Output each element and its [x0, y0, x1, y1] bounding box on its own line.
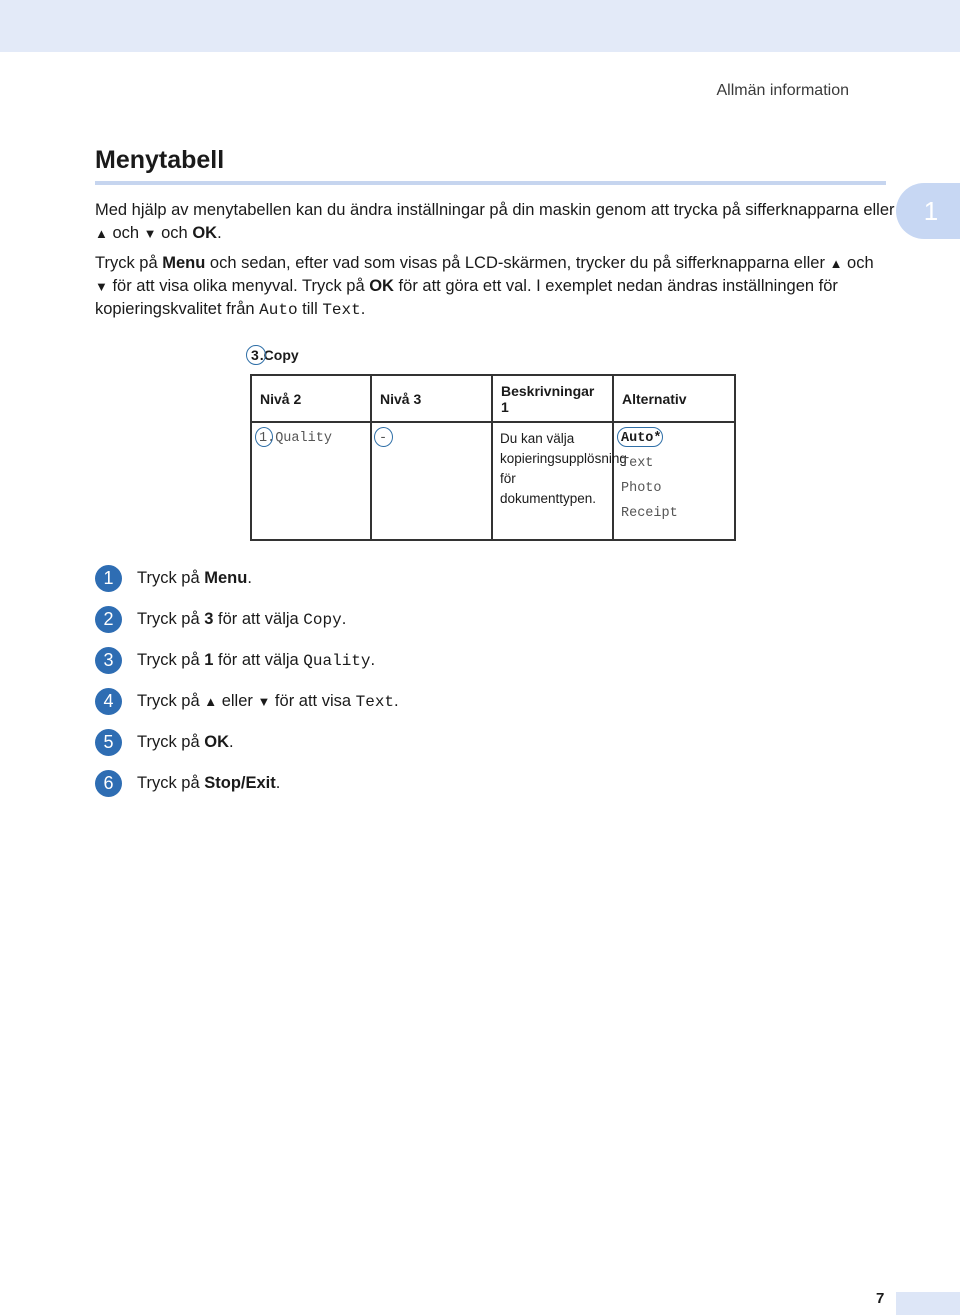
- step-6: [95, 763, 399, 804]
- down-arrow-icon: ▼: [257, 694, 271, 709]
- option-receipt: Receipt: [621, 506, 678, 521]
- option-photo: Photo: [621, 481, 662, 496]
- auto-setting-text: Auto: [259, 301, 298, 319]
- up-arrow-icon: ▲: [204, 694, 218, 709]
- text-setting-text: Text: [322, 301, 361, 319]
- cell-level-3: -: [371, 422, 492, 540]
- up-arrow-icon: ▲: [829, 256, 843, 271]
- step-text: Tryck på 3 för att välja Copy.: [137, 610, 347, 629]
- title-underline: [95, 181, 886, 185]
- menu-label: 3.Copy: [251, 347, 299, 363]
- header-options: Alternativ: [613, 375, 735, 422]
- step-list: [95, 558, 399, 804]
- cell-description: Du kan välja kopieringsupplösning för dokumenttypen.: [492, 422, 613, 540]
- step-number-badge: 1: [95, 565, 122, 592]
- running-header: Allmän information: [716, 82, 849, 99]
- intro-paragraph-1: Med hjälp av menytabellen kan du ändra inställningar på din maskin genom att trycka på sifferknapparna eller ▲ och ▼ och OK.: [95, 201, 895, 242]
- step-number-badge: 5: [95, 729, 122, 756]
- table-row: [251, 422, 735, 540]
- menu-table: [250, 374, 736, 541]
- header-level-3: Nivå 3: [371, 375, 492, 422]
- step-text: Tryck på ▲ eller ▼ för att visa Text.: [137, 692, 399, 711]
- step-5: [95, 722, 399, 763]
- ok-key-label: OK: [369, 277, 394, 295]
- down-arrow-icon: ▼: [95, 279, 108, 294]
- intro-paragraph-2: Tryck på Menu och sedan, efter vad som visas på LCD-skärmen, trycker du på sifferknapparna eller ▲ och ▼ för att visa olika menyval. Tryck på OK för att göra ett val. I exemplet nedan ändras inställningen för kopieringskvalitet från Auto till Text.: [95, 254, 874, 319]
- header-band: [0, 0, 960, 52]
- down-arrow-icon: ▼: [143, 226, 157, 241]
- header-descriptions: Beskrivningar 1: [492, 375, 613, 422]
- step-number-badge: 6: [95, 770, 122, 797]
- header-level-2: Nivå 2: [251, 375, 371, 422]
- cell-options: [613, 422, 735, 540]
- table-header-row: [251, 375, 735, 422]
- step-number-badge: 4: [95, 688, 122, 715]
- ok-key-label: OK: [192, 224, 218, 242]
- step-text: Tryck på 1 för att välja Quality.: [137, 651, 376, 670]
- option-auto: Auto*: [621, 429, 662, 449]
- page-number: 7: [876, 1290, 885, 1307]
- step-number-badge: 3: [95, 647, 122, 674]
- chapter-tab: 1: [896, 183, 960, 239]
- footer-band: [896, 1292, 960, 1315]
- page-title: Menytabell: [95, 146, 225, 174]
- step-4: [95, 681, 399, 722]
- step-text: Tryck på Menu.: [137, 569, 252, 587]
- step-1: [95, 558, 399, 599]
- step-text: Tryck på OK.: [137, 733, 234, 751]
- up-arrow-icon: ▲: [95, 226, 108, 241]
- step-3: [95, 640, 399, 681]
- step-text: Tryck på Stop/Exit.: [137, 774, 281, 792]
- step-number-badge: 2: [95, 606, 122, 633]
- menu-number-highlight: 3: [251, 347, 259, 363]
- cell-level-2: 1.Quality: [251, 422, 371, 540]
- menu-key-label: Menu: [162, 254, 206, 272]
- step-2: [95, 599, 399, 640]
- option-text: Text: [621, 456, 654, 471]
